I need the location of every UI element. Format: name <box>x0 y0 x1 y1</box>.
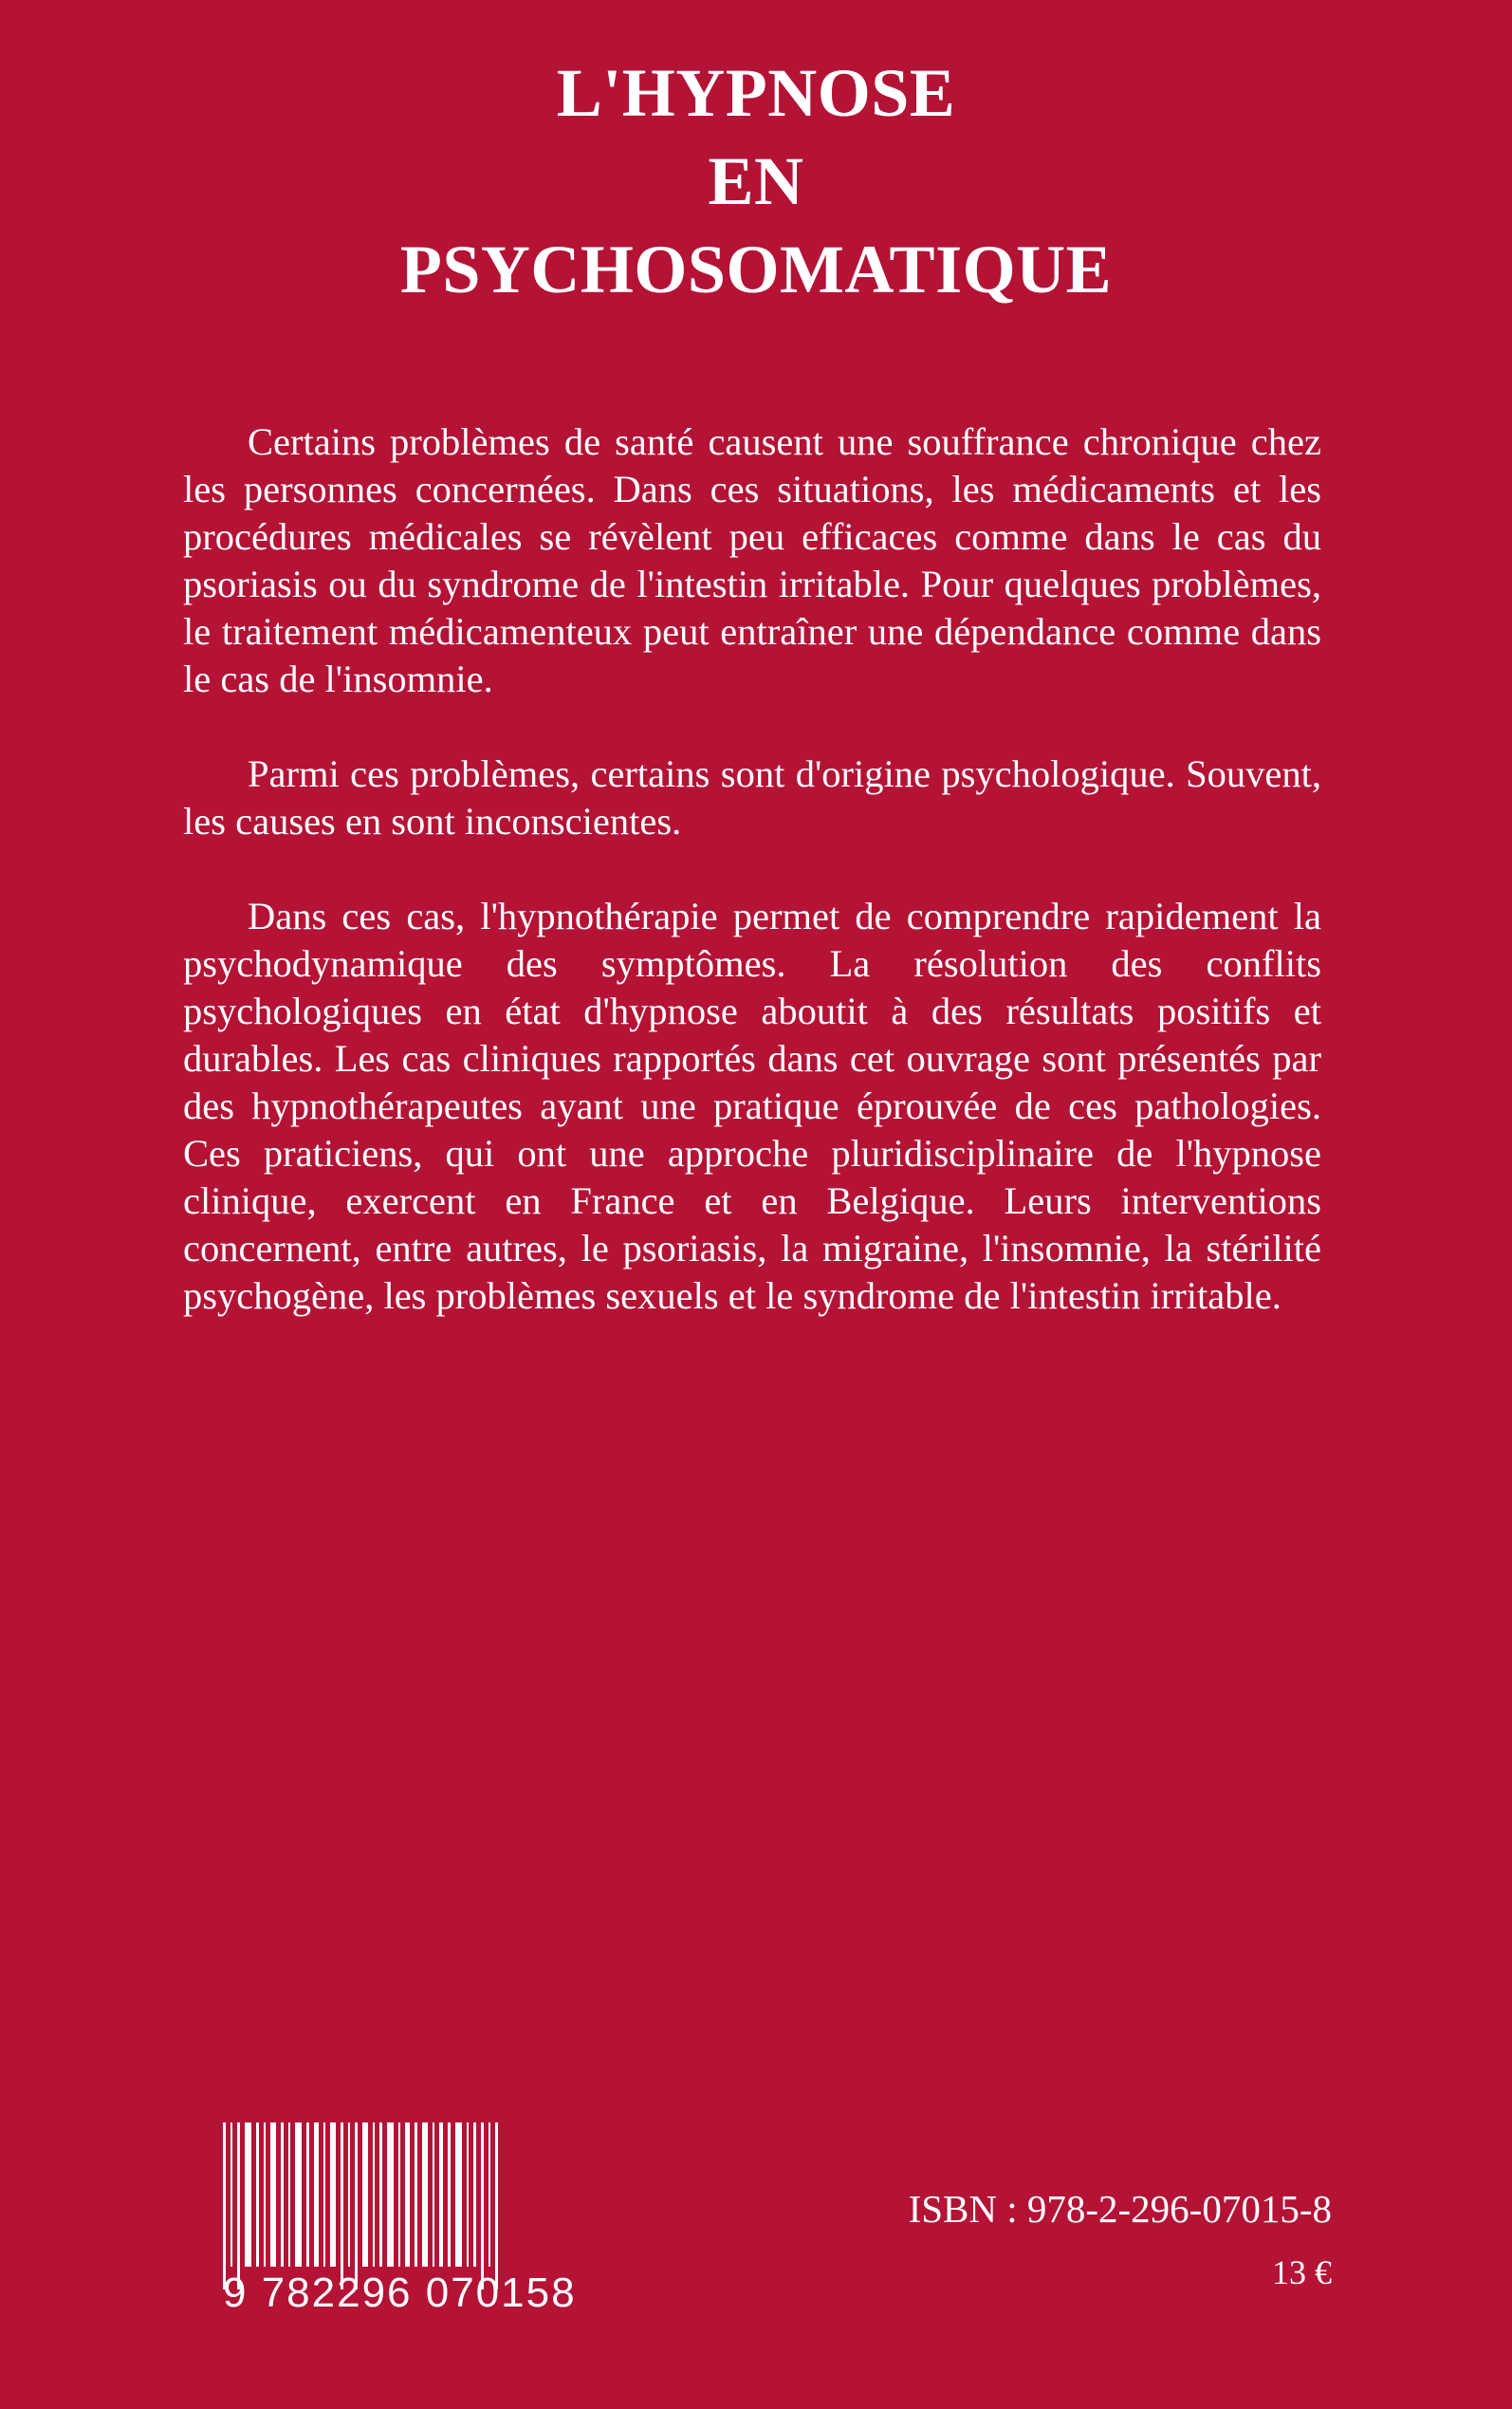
book-title <box>0 49 1512 314</box>
barcode-bar <box>314 2122 319 2267</box>
barcode-bar <box>387 2122 394 2267</box>
isbn: ISBN : 978-2-296-07015-8 <box>908 2187 1332 2231</box>
barcode-bar <box>341 2122 343 2289</box>
barcode-bar <box>373 2122 375 2267</box>
barcode-bar <box>405 2122 410 2267</box>
barcode-bar <box>495 2122 498 2289</box>
price: 13 € <box>1272 2253 1332 2291</box>
blurb-paragraph-3: Dans ces cas, l'hypnothérapie permet de comprendre rapidement la psychodynamique des symptômes. La résolution des conflits psychologiques en état d'hypnose aboutit à des résultats positifs et durables. Les cas cliniques rapportés dans cet ouvrage sont présentés par des hypnothérapeutes ayant une pratique éprouvée de ces pathologies. Ces praticiens, qui ont une approche pluridisciplinaire de l'hypnose clinique, exercent en France et en Belgique. Leurs interventions concernent, entre autres, le psoriasis, la migraine, l'insomnie, la stérilité psychogène, les problèmes sexuels et le syndrome de l'intestin irritable. <box>183 895 1321 1317</box>
barcode-bar <box>230 2122 232 2267</box>
barcode-bar <box>379 2122 382 2267</box>
barcode-bar <box>422 2122 428 2267</box>
blurb-paragraph-2: Parmi ces problèmes, certains sont d'origine psychologique. Souvent, les causes en sont inconscientes. <box>183 752 1321 843</box>
barcode-bar <box>473 2122 476 2267</box>
blurb-paragraph-1: Certains problèmes de santé causent une souffrance chronique chez les personnes concernées. Dans ces situations, les médicaments et les procédures médicales se révèlent peu efficaces comme dans le cas du psoriasis ou du syndrome de l'intestin irritable. Pour quelques problèmes, le traitement médicamenteux peut entraîner une dépendance comme dans le cas de l'insomnie. <box>183 420 1321 700</box>
title-line-2: EN <box>708 143 804 219</box>
barcode-bar <box>455 2122 462 2267</box>
barcode-bar <box>264 2122 266 2267</box>
title-line-3: PSYCHOSOMATIQUE <box>399 232 1113 307</box>
barcode-bar <box>415 2122 417 2267</box>
barcode-bar <box>439 2122 443 2267</box>
barcode-bar <box>467 2122 469 2267</box>
barcode-bar <box>237 2122 240 2289</box>
barcode-digits: 9 782296 070158 <box>223 2270 577 2316</box>
barcode-bar <box>330 2122 336 2267</box>
blurb <box>183 418 1321 1367</box>
barcode-bar <box>355 2122 358 2289</box>
title-line-1: L'HYPNOSE <box>556 55 956 131</box>
barcode-bar <box>306 2122 309 2267</box>
barcode-bar <box>348 2122 350 2267</box>
barcode-bar <box>245 2122 251 2267</box>
barcode-bar <box>295 2122 302 2267</box>
barcode-bar <box>489 2122 490 2267</box>
barcode-bar <box>481 2122 484 2289</box>
barcode-bar <box>223 2122 226 2289</box>
barcode-bar <box>362 2122 368 2267</box>
barcode-bar <box>448 2122 451 2267</box>
barcode-bar <box>323 2122 325 2267</box>
barcode-bar <box>281 2122 284 2267</box>
barcode-bar <box>398 2122 400 2267</box>
barcode-bar <box>433 2122 434 2267</box>
barcode-bar <box>288 2122 290 2267</box>
barcode-bar <box>256 2122 259 2267</box>
barcode-bar <box>270 2122 276 2267</box>
barcode <box>223 2122 640 2267</box>
